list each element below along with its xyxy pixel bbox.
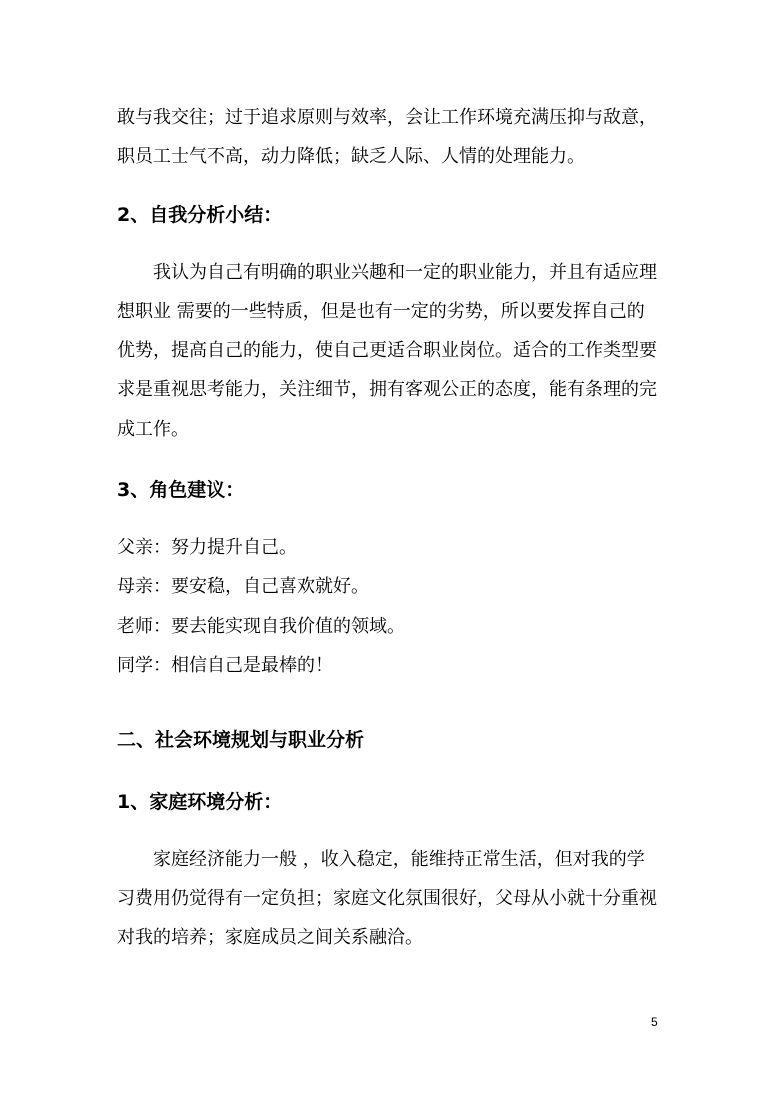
- paragraph-line: 优势，提高自己的能力，使自己更适合职业岗位。适合的工作类型要: [117, 340, 657, 361]
- paragraph-line: 习费用仍觉得有一定负担；家庭文化氛围很好，父母从小就十分重视: [117, 888, 657, 909]
- role-advice-item: 同学：相信自己是最棒的！: [117, 655, 333, 676]
- page-number: 5: [651, 1015, 658, 1029]
- paragraph-line: 敢与我交往；过于追求原则与效率，会让工作环境充满压抑与敌意，: [117, 107, 657, 128]
- section-heading-self-summary: 2、自我分析小结：: [117, 204, 283, 226]
- paragraph-line: 成工作。: [117, 419, 189, 440]
- paragraph-line: 想职业 需要的一些特质，但是也有一定的劣势，所以要发挥自己的: [117, 301, 645, 322]
- paragraph-line: 求是重视思考能力，关注细节，拥有客观公正的态度，能有条理的完: [117, 379, 657, 400]
- role-advice-item: 父亲：努力提升自己。: [117, 537, 297, 558]
- chapter-heading-social-environment: 二、社会环境规划与职业分析: [117, 729, 365, 751]
- section-heading-role-advice: 3、角色建议：: [117, 479, 245, 501]
- paragraph-line: 我认为自己有明确的职业兴趣和一定的职业能力，并且有适应理: [153, 262, 657, 283]
- paragraph-line: 家庭经济能力一般 ，收入稳定，能维持正常生活，但对我的学: [153, 849, 645, 870]
- paragraph-line: 对我的培养；家庭成员之间关系融洽。: [117, 927, 423, 948]
- section-heading-family-environment: 1、家庭环境分析：: [117, 791, 283, 813]
- role-advice-item: 母亲：要安稳，自己喜欢就好。: [117, 576, 369, 597]
- role-advice-item: 老师：要去能实现自我价值的领域。: [117, 616, 405, 637]
- paragraph-line: 职员工士气不高，动力降低；缺乏人际、人情的处理能力。: [117, 146, 585, 167]
